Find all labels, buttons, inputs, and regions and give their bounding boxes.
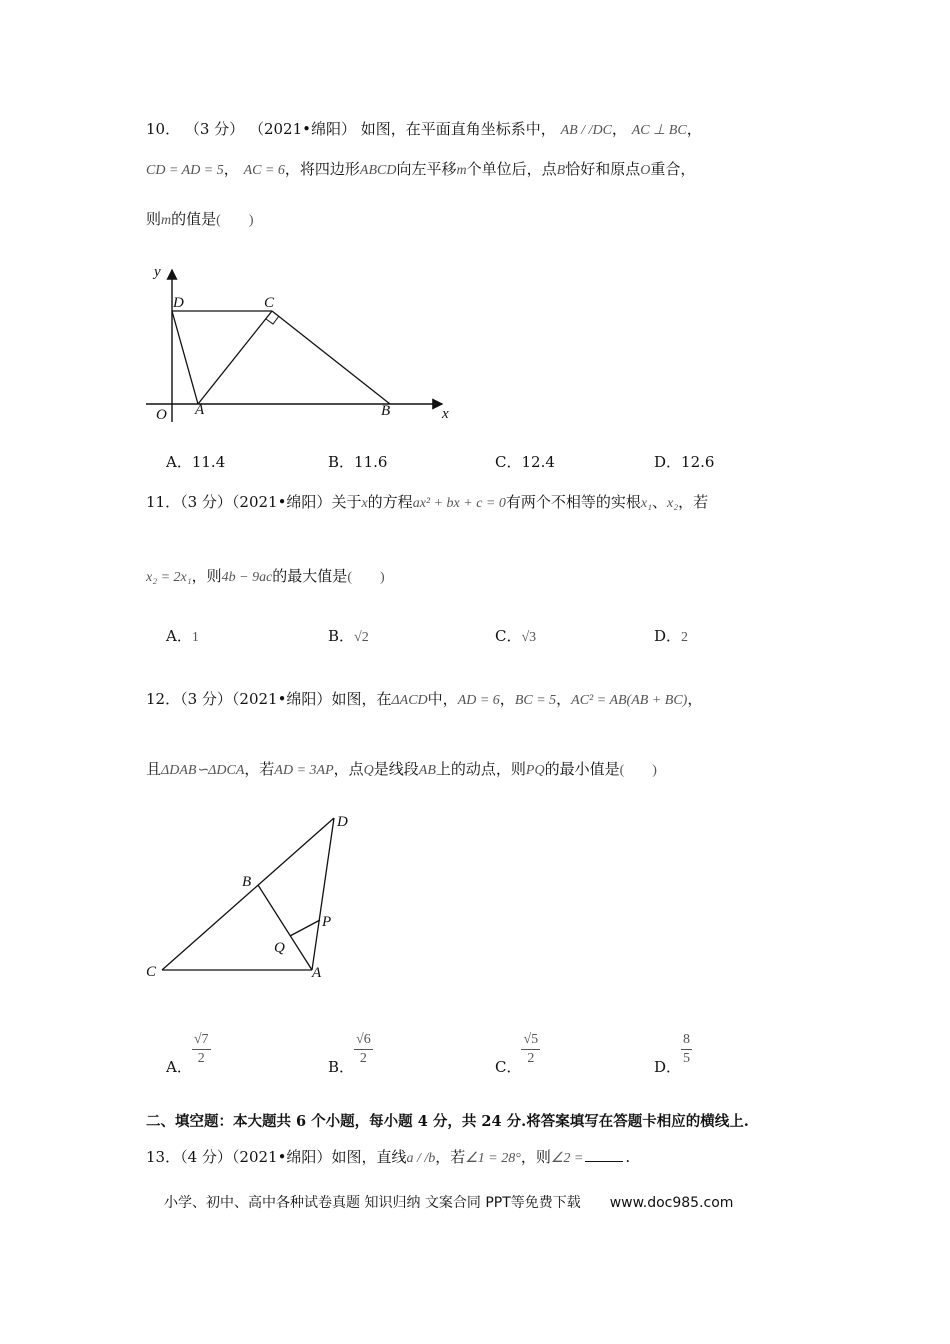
q10-segment-da [172, 311, 198, 404]
q13-text: ，若 [435, 1148, 466, 1166]
q12-math: AD = 6 [457, 693, 500, 708]
q12-text: 是线段 [373, 760, 419, 778]
q10-source: （2021•绵阳） [248, 120, 356, 138]
q12-math: AC² = AB(AB + BC) [571, 693, 688, 708]
q10-text: 向左平移 [396, 160, 457, 178]
q12-option-b[interactable]: B． $\frac{√6}{2}$ [328, 1032, 371, 1076]
q11-paren: ( ) [347, 570, 385, 585]
q11-text: 、 [651, 493, 667, 511]
q12-math: PQ [525, 763, 545, 778]
q11-math: x₂ [667, 496, 679, 511]
q11-option-c[interactable]: C．√3 [495, 627, 537, 645]
q13-math: ∠1 = 28° [465, 1151, 521, 1166]
section-heading: 二、填空题：本大题共 6 个小题，每小题 4 分，共 24 分.将答案填写在答题卡相应的横线上. [146, 1113, 749, 1130]
footer [164, 1192, 733, 1212]
q12-math: AD = 3AP [274, 763, 334, 778]
q12-math: ΔDAB∽ΔDCA [161, 763, 245, 778]
q10-text: 的值是 [171, 210, 217, 228]
q12-text: 的最小值是 [544, 760, 620, 778]
q13-math: a / /b [406, 1151, 436, 1166]
q12-label-a: A [312, 965, 322, 981]
q12-score: （3 分） [180, 690, 232, 708]
q11-option-a[interactable]: A．1 [166, 627, 199, 645]
footer-text: 小学、初中、高中各种试卷真题 知识归纳 文案合同 PPT等免费下载 [164, 1195, 581, 1211]
q11-line1 [146, 491, 708, 512]
q10-label-x: x [442, 406, 449, 422]
q12-option-d[interactable]: D． $\frac{8}{5}$ [654, 1032, 691, 1076]
q12-option-a[interactable]: A． $\frac{√7}{2}$ [166, 1032, 209, 1076]
q11-math: x₁ [640, 496, 652, 511]
q11-line2 [146, 565, 385, 586]
q10-score: （3 分） [184, 120, 245, 138]
q10-label-c: C [264, 295, 275, 311]
q10-figure [140, 258, 470, 428]
q12-figure [140, 808, 370, 988]
q12-option-c[interactable]: C． $\frac{√5}{2}$ [495, 1032, 539, 1076]
q13-answer-blank[interactable] [585, 1161, 623, 1162]
q13-text: 如图，直线 [331, 1148, 407, 1166]
q13-text: ，则 [520, 1148, 551, 1166]
q12-label-q: Q [274, 940, 285, 956]
q12-text: 中， [427, 690, 458, 708]
q11-text: ，则 [191, 567, 222, 585]
q12-math: AB [418, 763, 436, 778]
q13-line1: 13．（4 分）（2021•绵阳）如图，直线a / /b，若∠1 = 28°，则∠2 = . [146, 1148, 631, 1166]
q11-score: （3 分） [180, 493, 232, 511]
q12-text: 如图，在 [331, 690, 392, 708]
q11-text: 关于 [331, 493, 362, 511]
q12-text: 且 [146, 760, 162, 778]
q12-math: ΔACD [391, 693, 428, 708]
q10-text: 恰好和原点 [565, 160, 641, 178]
q13-score: （4 分） [180, 1148, 232, 1166]
q12-label-c: C [146, 964, 157, 980]
q11-text: 有两个不相等的实根 [505, 493, 641, 511]
q12-text: ，点 [333, 760, 364, 778]
q11-number: 11． [146, 493, 181, 511]
q11-source: （2021•绵阳） [231, 493, 332, 511]
q12-number: 12． [146, 690, 181, 708]
q12-label-d: D [337, 814, 348, 830]
q11-text: ，若 [678, 493, 709, 511]
q10-math: m [161, 213, 172, 228]
q12-segment-da [312, 818, 334, 970]
q10-right-angle-mark [266, 316, 279, 324]
q12-source: （2021•绵阳） [231, 690, 332, 708]
q10-math: O [640, 163, 651, 178]
q10-math: AC ⊥ BC [631, 123, 687, 138]
q10-text: 如图，在平面直角坐标系中， [360, 120, 556, 138]
q10-text: 个单位后，点 [466, 160, 557, 178]
q11-text: 的方程 [367, 493, 413, 511]
q12-line1: 12．（3 分）（2021•绵阳）如图，在ΔACD中，AD = 6，BC = 5，AC² = AB(AB + BC)， [146, 690, 703, 708]
q12-math: BC = 5 [514, 693, 557, 708]
q12-text: 上的动点，则 [435, 760, 526, 778]
q11-text: 的最大值是 [272, 567, 348, 585]
q13-math: ∠2 = [550, 1151, 584, 1166]
q11-math: ax² + bx + c = 0 [412, 496, 506, 511]
q10-line1: 10． （3 分） （2021•绵阳） 如图，在平面直角坐标系中， AB / /DC， AC ⊥ BC， [146, 120, 702, 138]
q13-source: （2021•绵阳） [231, 1148, 332, 1166]
q12-label-b: B [242, 874, 252, 890]
q12-segment-pq [290, 920, 320, 936]
q11-math: x [361, 496, 368, 511]
q13-number: 13． [146, 1148, 181, 1166]
q11-math: 4b − 9ac [221, 570, 273, 585]
q10-option-b[interactable]: B．11.6 [328, 453, 388, 471]
q10-label-b: B [381, 403, 391, 419]
q10-option-a[interactable]: A．11.4 [166, 453, 226, 471]
q12-label-p: P [322, 914, 332, 930]
q10-option-c[interactable]: C．12.4 [495, 453, 555, 471]
q10-option-d[interactable]: D．12.6 [654, 453, 715, 471]
q12-text: ，若 [244, 760, 275, 778]
q10-text: 重合， [650, 160, 696, 178]
q10-text: 则 [146, 210, 162, 228]
footer-url[interactable]: www.doc985.com [609, 1195, 734, 1211]
q10-segment-cb [272, 311, 390, 404]
q12-math: Q [363, 763, 374, 778]
q10-number: 10． [146, 120, 181, 138]
q12-segment-ba [258, 885, 312, 970]
q12-segment-cd [162, 818, 334, 970]
q10-math: CD = AD = 5 [146, 163, 224, 178]
q10-label-y: y [154, 264, 161, 280]
q11-option-b[interactable]: B．√2 [328, 627, 369, 645]
q10-line3 [146, 208, 253, 229]
q10-math: ABCD [359, 163, 397, 178]
q10-text: ，将四边形 [284, 160, 360, 178]
q10-paren: ( ) [216, 213, 254, 228]
q11-option-d[interactable]: D．2 [654, 627, 689, 645]
q10-segment-ac [198, 311, 272, 404]
q11-math: x₂ = 2x₁ [146, 570, 192, 585]
q10-line2: CD = AD = 5， AC = 6，将四边形ABCD向左平移m个单位后，点B恰好和原点O重合， [146, 160, 696, 178]
q10-math: B [556, 163, 566, 178]
q10-label-d: D [173, 295, 184, 311]
q10-label-o: O [156, 407, 167, 423]
q10-label-a: A [195, 402, 205, 418]
q10-math: AC = 6 [243, 163, 285, 178]
q12-paren: ( ) [619, 763, 657, 778]
q10-math: AB / /DC [560, 123, 612, 138]
q12-line2 [146, 758, 657, 779]
q10-math: m [456, 163, 467, 178]
